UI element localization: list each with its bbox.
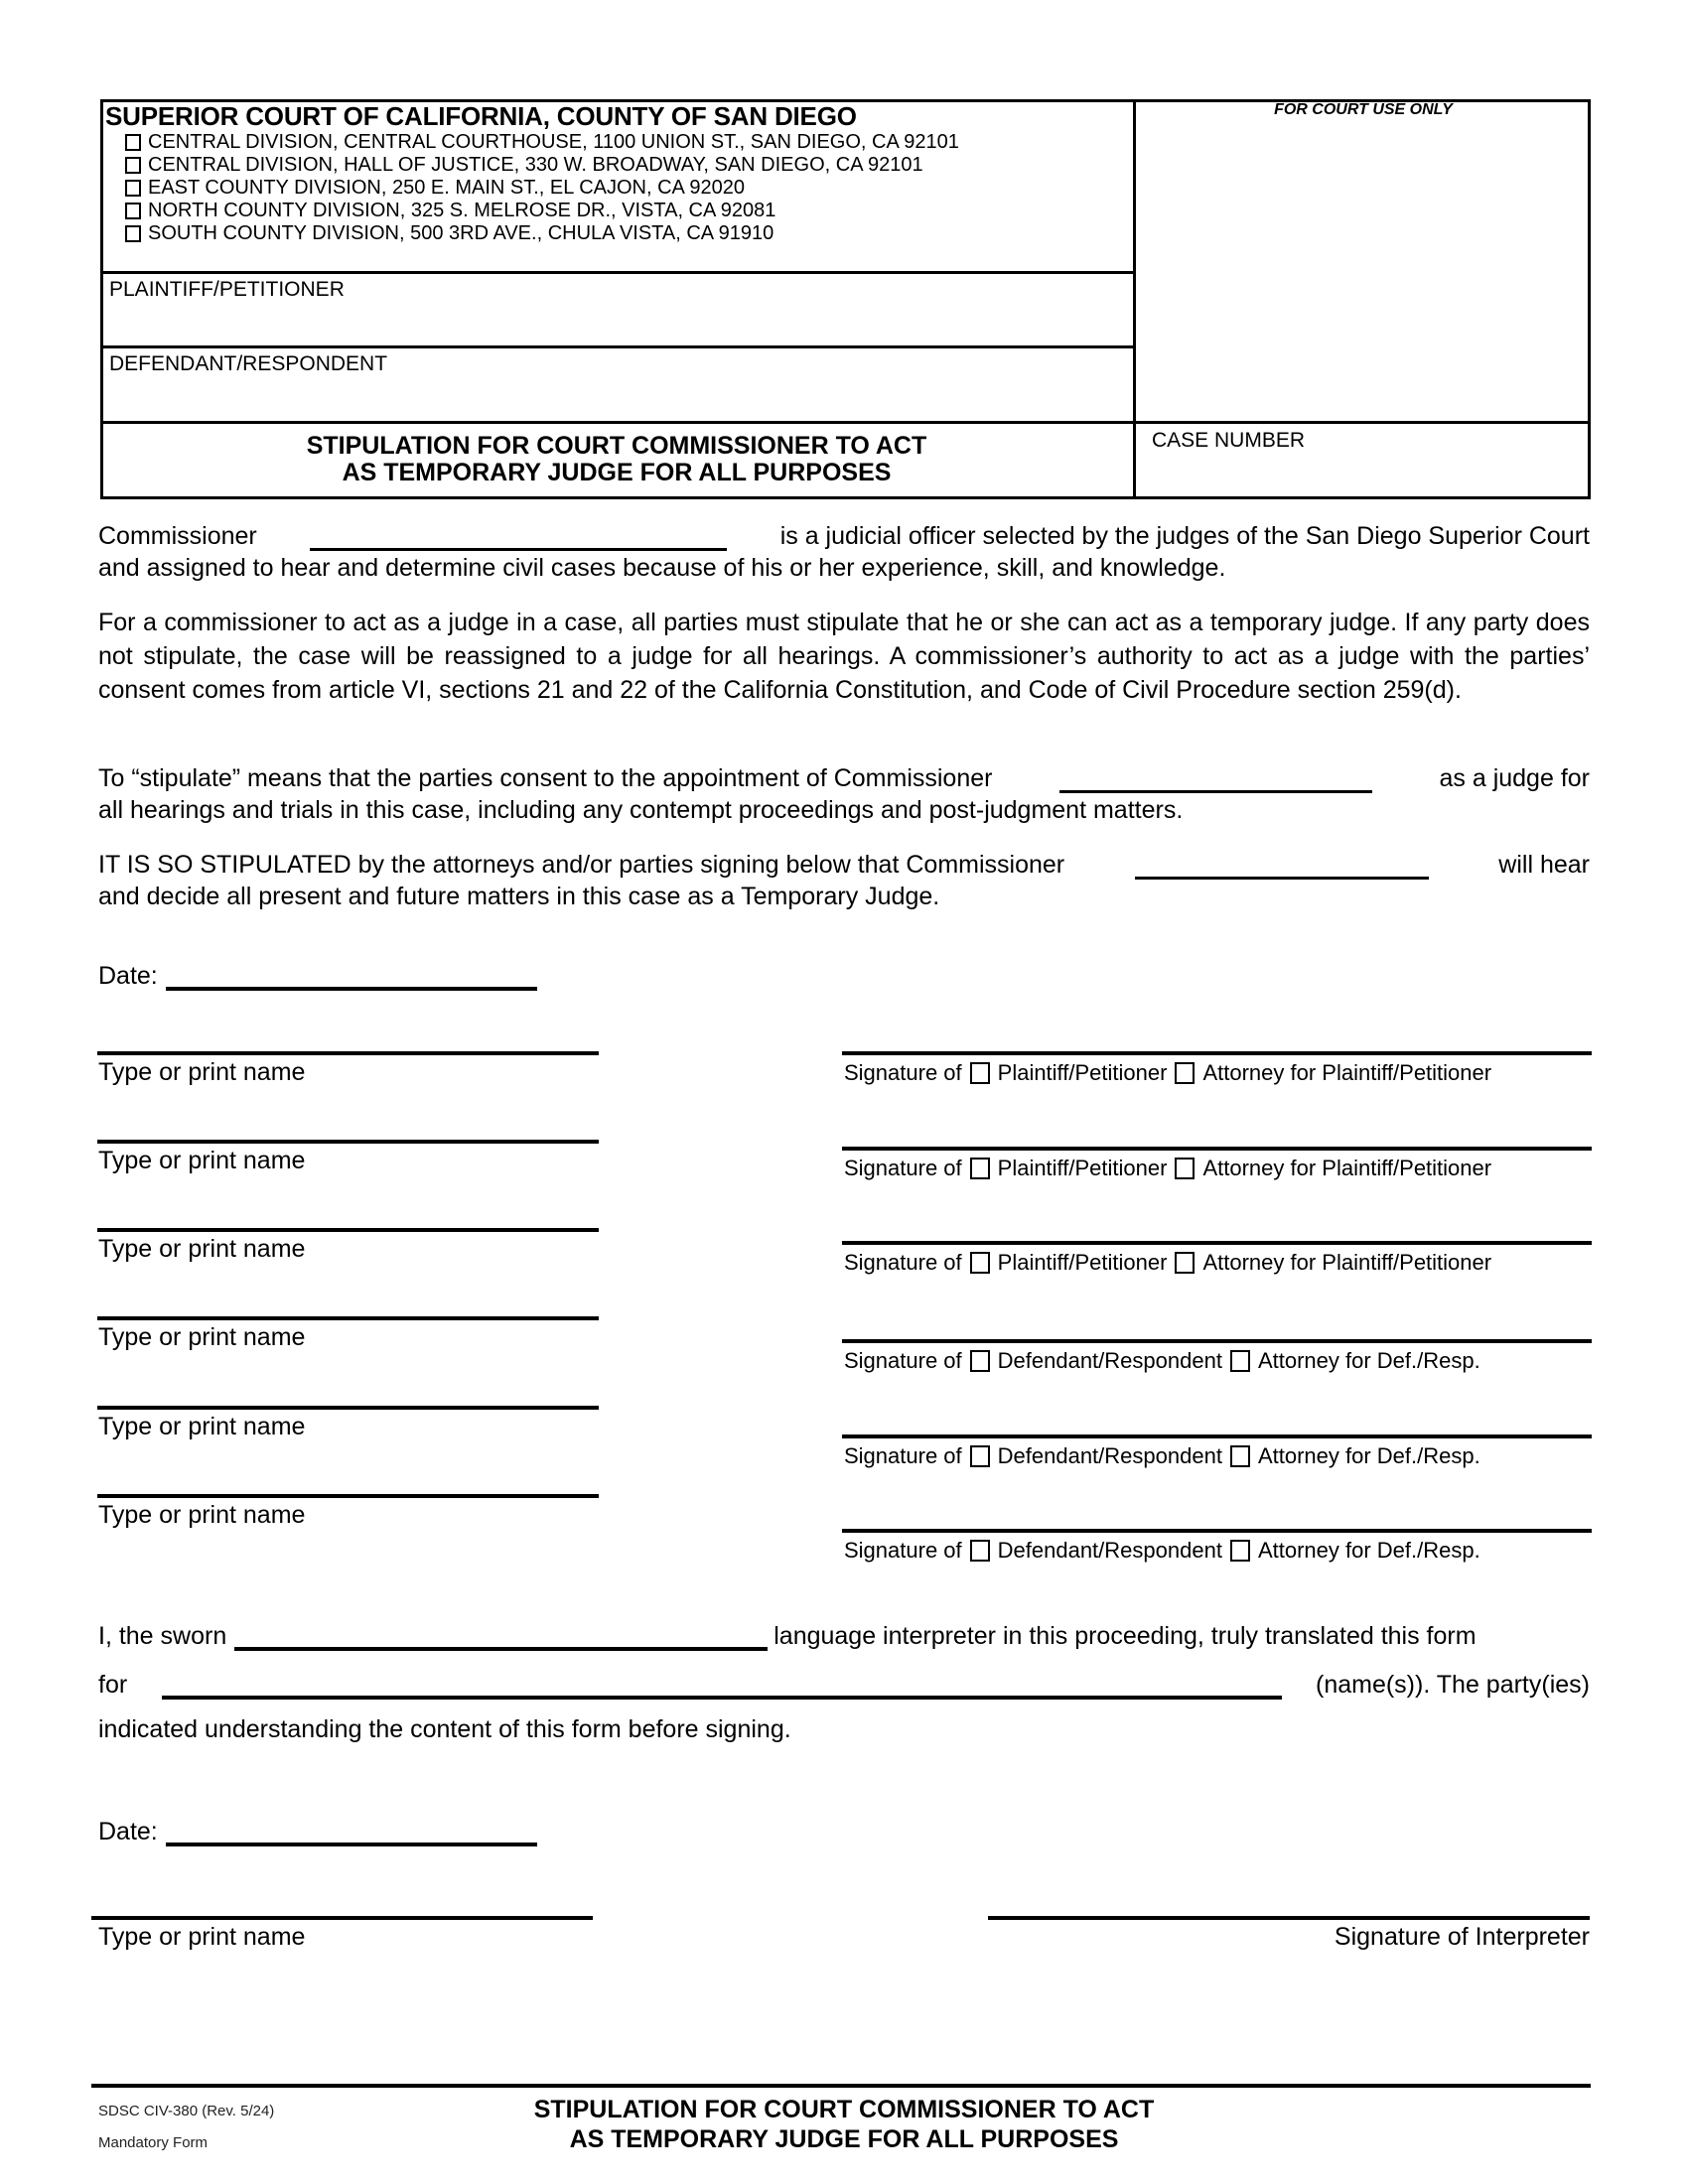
defendant-label: DEFENDANT/RESPONDENT bbox=[109, 352, 388, 375]
print-name-line[interactable] bbox=[97, 1228, 599, 1232]
interpreter-signature-line[interactable] bbox=[988, 1916, 1590, 1920]
p1-text-after: is a judicial officer selected by the judges of the San Diego Superior Court bbox=[779, 522, 1590, 550]
role-option-1: Plaintiff/Petitioner bbox=[997, 1250, 1168, 1275]
attorney-defendant-checkbox[interactable] bbox=[1230, 1445, 1250, 1467]
division-option[interactable] bbox=[125, 131, 959, 154]
division-label: NORTH COUNTY DIVISION, 325 S. MELROSE DR., VISTA, CA 92081 bbox=[148, 200, 776, 221]
commissioner-name-field-2[interactable] bbox=[1059, 762, 1372, 793]
signature-prefix: Signature of bbox=[844, 1250, 962, 1275]
signature-line[interactable] bbox=[842, 1051, 1592, 1055]
interpreter-date-label: Date: bbox=[98, 1818, 158, 1845]
date-field[interactable] bbox=[166, 959, 537, 991]
form-title-line2: AS TEMPORARY JUDGE FOR ALL PURPOSES bbox=[342, 459, 892, 486]
signature-line[interactable] bbox=[842, 1339, 1592, 1343]
division-label: SOUTH COUNTY DIVISION, 500 3RD AVE., CHULA VISTA, CA 91910 bbox=[148, 222, 774, 244]
plaintiff-label: PLAINTIFF/PETITIONER bbox=[109, 278, 345, 301]
interp-for-label: for bbox=[98, 1671, 128, 1699]
signature-prefix: Signature of bbox=[844, 1443, 962, 1468]
interp-text-after: language interpreter in this proceeding, truly translated this form bbox=[774, 1622, 1477, 1650]
party-names-field[interactable] bbox=[162, 1668, 1282, 1700]
plaintiff-checkbox[interactable] bbox=[970, 1252, 990, 1274]
interpreter-print-name-label: Type or print name bbox=[98, 1923, 306, 1951]
p4-line2: and decide all present and future matters in this case as a Temporary Judge. bbox=[98, 883, 940, 910]
print-name-line[interactable] bbox=[97, 1140, 599, 1144]
interp-text-before: I, the sworn bbox=[98, 1622, 227, 1650]
signature-line[interactable] bbox=[842, 1529, 1592, 1533]
signature-role-row bbox=[844, 1538, 1480, 1564]
paragraph-2: For a commissioner to act as a judge in a case, all parties must stipulate that he or she can act as a temporary judge. If any party does not stipulate, the case will be reassigned to a judge for all hearings. A commissioner’s authority to act as a judge with the parties’ consent comes from article VI, sections 21 and 22 of the California Constitution, and Code of Civil Procedure section 259(d). bbox=[98, 609, 1590, 704]
case-number-label: CASE NUMBER bbox=[1152, 429, 1306, 452]
signature-prefix: Signature of bbox=[844, 1156, 962, 1180]
signature-prefix: Signature of bbox=[844, 1538, 962, 1563]
signature-prefix: Signature of bbox=[844, 1348, 962, 1373]
signature-line[interactable] bbox=[842, 1241, 1592, 1245]
division-checkbox[interactable] bbox=[125, 203, 141, 219]
form-title-line1: STIPULATION FOR COURT COMMISSIONER TO ACT bbox=[306, 432, 927, 460]
interpreter-language-field[interactable] bbox=[234, 1619, 768, 1651]
role-option-2: Attorney for Def./Resp. bbox=[1257, 1348, 1480, 1373]
role-option-1: Plaintiff/Petitioner bbox=[997, 1156, 1168, 1180]
paragraph-4-line1 bbox=[98, 849, 1590, 880]
court-name: SUPERIOR COURT OF CALIFORNIA, COUNTY OF SAN DIEGO bbox=[105, 101, 857, 131]
divider-defendant-title bbox=[100, 421, 1591, 424]
defendant-checkbox[interactable] bbox=[970, 1350, 990, 1372]
signature-role-row bbox=[844, 1060, 1491, 1086]
paragraph-1-line1 bbox=[98, 520, 1590, 551]
commissioner-name-field-1[interactable] bbox=[310, 520, 727, 551]
role-option-1: Defendant/Respondent bbox=[997, 1443, 1222, 1468]
print-name-label: Type or print name bbox=[98, 1501, 306, 1529]
signature-prefix: Signature of bbox=[844, 1060, 962, 1085]
plaintiff-checkbox[interactable] bbox=[970, 1062, 990, 1084]
date-row bbox=[98, 959, 537, 991]
interpreter-line2 bbox=[98, 1668, 1590, 1700]
paragraph-3-line1 bbox=[98, 762, 1590, 793]
interpreter-date-row bbox=[98, 1815, 537, 1846]
form-number: SDSC CIV-380 (Rev. 5/24) bbox=[98, 2103, 275, 2119]
p3-text-before: To “stipulate” means that the parties consent to the appointment of Commissioner bbox=[98, 764, 993, 792]
divider-plaintiff-defendant bbox=[100, 345, 1136, 348]
print-name-label: Type or print name bbox=[98, 1323, 306, 1351]
role-option-1: Defendant/Respondent bbox=[997, 1538, 1222, 1563]
attorney-plaintiff-checkbox[interactable] bbox=[1175, 1158, 1195, 1179]
p4-text-before: IT IS SO STIPULATED by the attorneys and/or parties signing below that Commissioner bbox=[98, 851, 1065, 879]
plaintiff-field[interactable] bbox=[109, 303, 1122, 341]
role-option-1: Plaintiff/Petitioner bbox=[997, 1060, 1168, 1085]
print-name-line[interactable] bbox=[97, 1051, 599, 1055]
date-label: Date: bbox=[98, 962, 158, 990]
court-use-label: FOR COURT USE ONLY bbox=[1274, 101, 1453, 118]
print-name-label: Type or print name bbox=[98, 1058, 306, 1086]
footer-title bbox=[427, 2095, 1261, 2154]
defendant-checkbox[interactable] bbox=[970, 1540, 990, 1562]
division-option[interactable] bbox=[125, 222, 959, 245]
p4-text-after: will hear bbox=[1498, 851, 1590, 879]
division-label: EAST COUNTY DIVISION, 250 E. MAIN ST., EL CAJON, CA 92020 bbox=[148, 177, 745, 199]
signature-role-row bbox=[844, 1156, 1491, 1181]
print-name-line[interactable] bbox=[97, 1316, 599, 1320]
case-number-field[interactable] bbox=[1152, 457, 1579, 492]
attorney-defendant-checkbox[interactable] bbox=[1230, 1540, 1250, 1562]
print-name-label: Type or print name bbox=[98, 1147, 306, 1174]
interpreter-line1 bbox=[98, 1619, 1590, 1651]
division-checkbox[interactable] bbox=[125, 180, 141, 197]
print-name-line[interactable] bbox=[97, 1494, 599, 1498]
division-list bbox=[125, 131, 959, 245]
print-name-line[interactable] bbox=[97, 1406, 599, 1410]
form-type: Mandatory Form bbox=[98, 2134, 209, 2151]
p1-line2: and assigned to hear and determine civil cases because of his or her experience, skill, and knowledge. bbox=[98, 554, 1226, 582]
division-label: CENTRAL DIVISION, CENTRAL COURTHOUSE, 1100 UNION ST., SAN DIEGO, CA 92101 bbox=[148, 131, 959, 153]
division-option[interactable] bbox=[125, 200, 959, 222]
division-option[interactable] bbox=[125, 154, 959, 177]
defendant-checkbox[interactable] bbox=[970, 1445, 990, 1467]
signature-role-row bbox=[844, 1348, 1480, 1374]
defendant-field[interactable] bbox=[109, 377, 1122, 415]
division-checkbox[interactable] bbox=[125, 134, 141, 151]
footer-title-line1: STIPULATION FOR COURT COMMISSIONER TO ACT bbox=[533, 2096, 1155, 2123]
p1-text-before: Commissioner bbox=[98, 522, 257, 550]
caption-column-divider bbox=[1133, 99, 1136, 499]
signature-line[interactable] bbox=[842, 1434, 1592, 1438]
commissioner-name-field-3[interactable] bbox=[1135, 849, 1429, 880]
interpreter-line3: indicated understanding the content of this form before signing. bbox=[98, 1715, 791, 1743]
interpreter-signature-label: Signature of Interpreter bbox=[1334, 1923, 1590, 1951]
division-checkbox[interactable] bbox=[125, 157, 141, 174]
p3-line2: all hearings and trials in this case, including any contempt proceedings and post-judgment matters. bbox=[98, 796, 1184, 824]
signature-role-row bbox=[844, 1250, 1491, 1276]
division-checkbox[interactable] bbox=[125, 225, 141, 242]
role-option-2: Attorney for Plaintiff/Petitioner bbox=[1202, 1250, 1492, 1275]
division-label: CENTRAL DIVISION, HALL OF JUSTICE, 330 W. BROADWAY, SAN DIEGO, CA 92101 bbox=[148, 154, 923, 176]
role-option-2: Attorney for Def./Resp. bbox=[1257, 1538, 1480, 1563]
footer-rule bbox=[91, 2084, 1591, 2088]
plaintiff-checkbox[interactable] bbox=[970, 1158, 990, 1179]
print-name-label: Type or print name bbox=[98, 1235, 306, 1263]
p3-text-after: as a judge for bbox=[1439, 764, 1590, 792]
attorney-defendant-checkbox[interactable] bbox=[1230, 1350, 1250, 1372]
attorney-plaintiff-checkbox[interactable] bbox=[1175, 1252, 1195, 1274]
signature-role-row bbox=[844, 1443, 1480, 1469]
divider-court-plaintiff bbox=[100, 271, 1136, 274]
footer-title-line2: AS TEMPORARY JUDGE FOR ALL PURPOSES bbox=[569, 2125, 1119, 2153]
form-title bbox=[100, 433, 1133, 486]
division-option[interactable] bbox=[125, 177, 959, 200]
interpreter-date-field[interactable] bbox=[166, 1815, 537, 1846]
interp-names-suffix: (name(s)). The party(ies) bbox=[1316, 1671, 1590, 1699]
role-option-2: Attorney for Def./Resp. bbox=[1257, 1443, 1480, 1468]
print-name-label: Type or print name bbox=[98, 1413, 306, 1440]
role-option-2: Attorney for Plaintiff/Petitioner bbox=[1202, 1060, 1492, 1085]
role-option-2: Attorney for Plaintiff/Petitioner bbox=[1202, 1156, 1492, 1180]
role-option-1: Defendant/Respondent bbox=[997, 1348, 1222, 1373]
attorney-plaintiff-checkbox[interactable] bbox=[1175, 1062, 1195, 1084]
interpreter-print-name-line[interactable] bbox=[91, 1916, 593, 1920]
signature-line[interactable] bbox=[842, 1147, 1592, 1151]
